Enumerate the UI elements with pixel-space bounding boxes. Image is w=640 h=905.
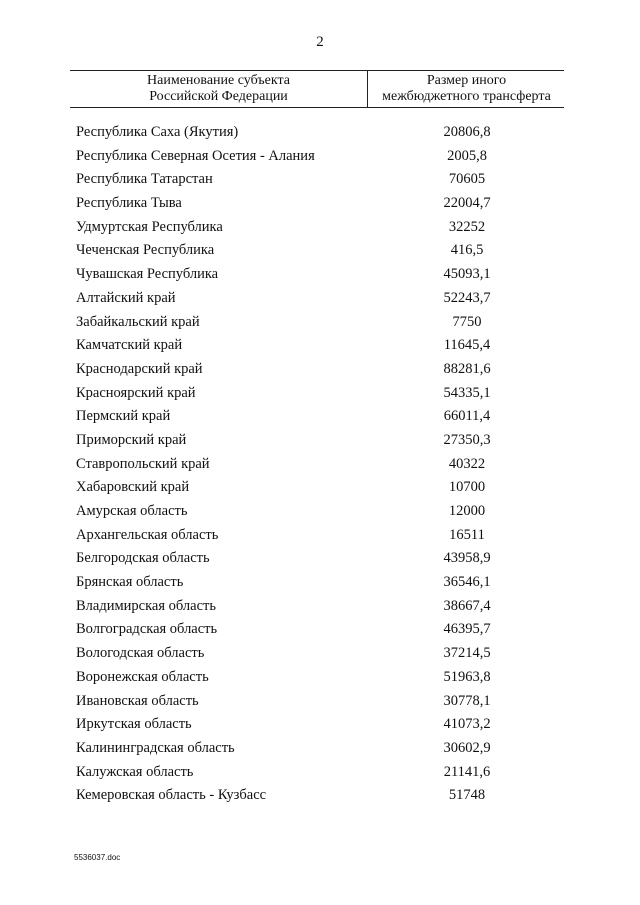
- table-row: [0, 501, 640, 525]
- table-row: [0, 146, 640, 170]
- table-header: [70, 70, 564, 108]
- table-row: [0, 738, 640, 762]
- region-name-cell: Иркутская область: [76, 716, 192, 733]
- transfer-amount-cell: 32252: [448, 218, 486, 235]
- transfer-amount-cell: 12000: [448, 503, 486, 519]
- table-row: [0, 643, 640, 667]
- region-name-cell: Красноярский край: [76, 384, 196, 401]
- transfer-amount-cell: 88281,6: [443, 360, 491, 377]
- transfer-amount-cell: 416,5: [450, 242, 484, 259]
- table-row: [0, 430, 640, 454]
- transfer-amount-cell: 30778,1: [443, 692, 491, 709]
- table-row: [0, 217, 640, 241]
- table-row: [0, 619, 640, 643]
- table-row: [0, 335, 640, 359]
- transfer-amount-cell: 11645,4: [443, 337, 491, 354]
- table-row: [0, 193, 640, 217]
- transfer-amount-cell: 36546,1: [443, 574, 491, 591]
- transfer-amount-cell: 10700: [448, 479, 486, 496]
- transfer-amount-cell: 51963,8: [443, 668, 491, 685]
- transfer-amount-cell: 7750: [452, 313, 482, 330]
- region-name-cell: Архангельская область: [76, 526, 219, 543]
- region-name-cell: Владимирская область: [76, 597, 216, 614]
- region-name-cell: Алтайский край: [76, 289, 176, 306]
- region-name-cell: Вологодская область: [76, 645, 205, 662]
- region-name-cell: Ставропольский край: [76, 455, 210, 472]
- table-row: [0, 477, 640, 501]
- transfer-amount-cell: 41073,2: [443, 716, 491, 733]
- table-row: [0, 264, 640, 288]
- transfer-amount-cell: 51748: [448, 787, 486, 804]
- table-row: [0, 667, 640, 691]
- region-name-cell: Кемеровская область - Кузбасс: [76, 787, 267, 804]
- table-row: [0, 548, 640, 572]
- region-name-cell: Республика Татарстан: [76, 171, 213, 188]
- table-row: [0, 359, 640, 383]
- transfer-amount-cell: 66011,4: [443, 408, 491, 425]
- table-row: [0, 454, 640, 478]
- transfer-amount-cell: 16511: [449, 526, 485, 543]
- column-header-transfer-amount: [369, 71, 564, 107]
- region-name-cell: Калужская область: [76, 763, 194, 780]
- transfer-amount-cell: 2005,8: [447, 147, 487, 164]
- transfer-amount-cell: 38667,4: [443, 597, 491, 614]
- region-name-cell: Краснодарский край: [76, 360, 203, 377]
- transfer-amount-cell: 54335,1: [443, 384, 491, 401]
- table-row: [0, 762, 640, 786]
- transfer-amount-cell: 70605: [448, 171, 486, 188]
- region-name-cell: Чеченская Республика: [76, 242, 215, 259]
- region-name-cell: Чувашская Республика: [76, 266, 219, 283]
- table-row: [0, 288, 640, 312]
- column-header-transfer-amount-line1: Размер иного: [426, 73, 507, 88]
- region-name-cell: Волгоградская область: [76, 621, 218, 638]
- table-row: [0, 312, 640, 336]
- table-row: [0, 525, 640, 549]
- region-name-cell: Хабаровский край: [76, 479, 190, 496]
- column-header-region-name-line1: Наименование субъекта: [147, 73, 290, 88]
- transfer-amount-cell: 46395,7: [443, 621, 491, 638]
- transfer-amount-cell: 37214,5: [443, 645, 491, 662]
- table-row: [0, 714, 640, 738]
- region-name-cell: Удмуртская Республика: [76, 218, 223, 235]
- region-name-cell: Белгородская область: [76, 550, 210, 567]
- region-name-cell: Амурская область: [76, 503, 188, 519]
- region-name-cell: Приморский край: [76, 431, 187, 448]
- transfer-amount-cell: 40322: [448, 455, 486, 472]
- page-number: 2: [316, 34, 324, 50]
- region-name-cell: Ивановская область: [76, 692, 199, 709]
- transfer-amount-cell: 22004,7: [443, 195, 491, 212]
- column-header-transfer-amount-line2: межбюджетного трансферта: [382, 89, 551, 104]
- table-row: [0, 572, 640, 596]
- transfer-amount-cell: 30602,9: [443, 739, 491, 756]
- table-row: [0, 596, 640, 620]
- transfer-amount-cell: 45093,1: [443, 266, 491, 283]
- column-header-region-name: [70, 71, 368, 107]
- transfer-amount-cell: 52243,7: [443, 289, 491, 306]
- region-name-cell: Республика Саха (Якутия): [76, 124, 239, 140]
- transfer-amount-cell: 43958,9: [443, 550, 491, 567]
- region-name-cell: Камчатский край: [76, 337, 183, 354]
- transfer-amount-cell: 21141,6: [443, 763, 491, 780]
- table-row: [0, 383, 640, 407]
- document-reference: 5536037.doc: [74, 853, 121, 862]
- region-name-cell: Забайкальский край: [76, 313, 200, 330]
- table-row: [0, 785, 640, 809]
- region-name-cell: Калининградская область: [76, 739, 235, 756]
- table-row: [0, 691, 640, 715]
- transfer-amount-cell: 27350,3: [443, 431, 491, 448]
- region-name-cell: Республика Тыва: [76, 195, 182, 212]
- table-row: [0, 406, 640, 430]
- transfer-amount-cell: 20806,8: [443, 124, 491, 140]
- table-row: [0, 122, 640, 146]
- region-name-cell: Пермский край: [76, 408, 171, 425]
- column-header-region-name-line2: Российской Федерации: [149, 89, 288, 104]
- table-row: [0, 240, 640, 264]
- table-row: [0, 169, 640, 193]
- table-body: [0, 122, 640, 809]
- region-name-cell: Брянская область: [76, 574, 184, 591]
- region-name-cell: Республика Северная Осетия - Алания: [76, 147, 315, 164]
- region-name-cell: Воронежская область: [76, 668, 209, 685]
